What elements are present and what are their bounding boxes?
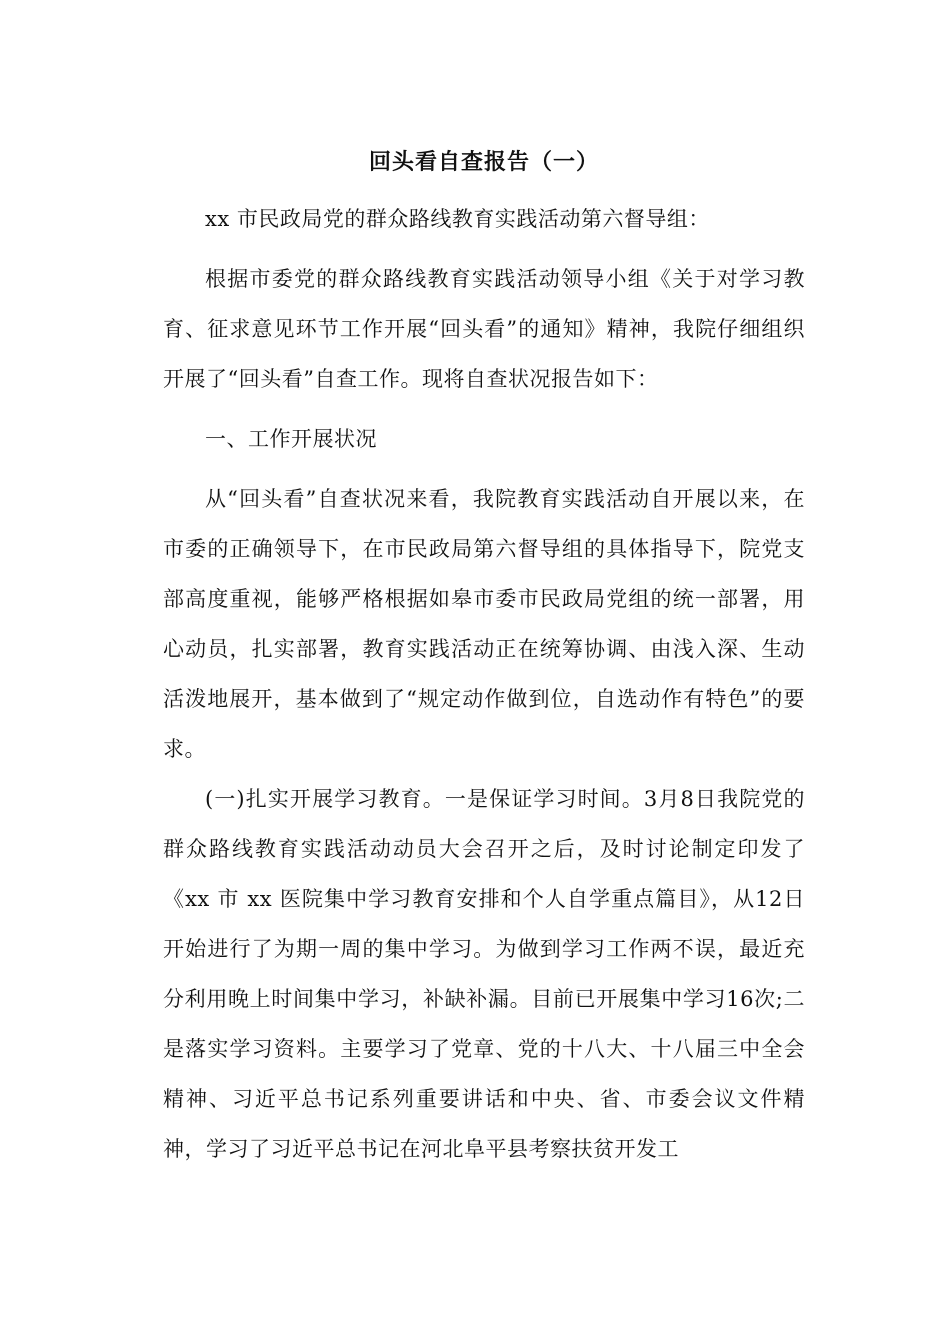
paragraph-status: 从“回头看”自查状况来看，我院教育实践活动自开展以来，在市委的正确领导下，在市民政局第六督导组的具体指导下，院党支部高度重视，能够严格根据如皋市委市民政局党组的统一部署，用心动员，扎实部署，教育实践活动正在统筹协调、由浅入深、生动活泼地展开，基本做到了“规定动作做到位，自选动作有特色”的要求。 — [163, 487, 805, 761]
document-title: 回头看自查报告（一） — [368, 149, 599, 175]
paragraph-intro: 根据市委党的群众路线教育实践活动领导小组《关于对学习教育、征求意见环节工作开展“回头看”的通知》精神，我院仔细组织开展了“回头看”自查工作。现将自查状况报告如下： — [163, 267, 805, 391]
paragraph-study-education: (一)扎实开展学习教育。一是保证学习时间。3月8日我院党的群众路线教育实践活动动员大会召开之后，及时讨论制定印发了《xx 市 xx 医院集中学习教育安排和个人自学重点篇目》，从12日开始进行了为期一周的集中学习。为做到学习工作两不误，最近充分利用晚上时间集中学习，补缺补漏。目前已开展集中学习16次;二是落实学习资料。主要学习了党章、党的十八大、十八届三中全会精神、习近平总书记系列重要讲话和中央、省、市委会议文件精神，学习了习近平总书记在河北阜平县考察扶贫开发工 — [163, 787, 805, 1161]
salutation: xx 市民政局党的群众路线教育实践活动第六督导组： — [205, 207, 710, 231]
document-body — [163, 140, 805, 1174]
section-heading-1: 一、工作开展状况 — [205, 427, 377, 451]
